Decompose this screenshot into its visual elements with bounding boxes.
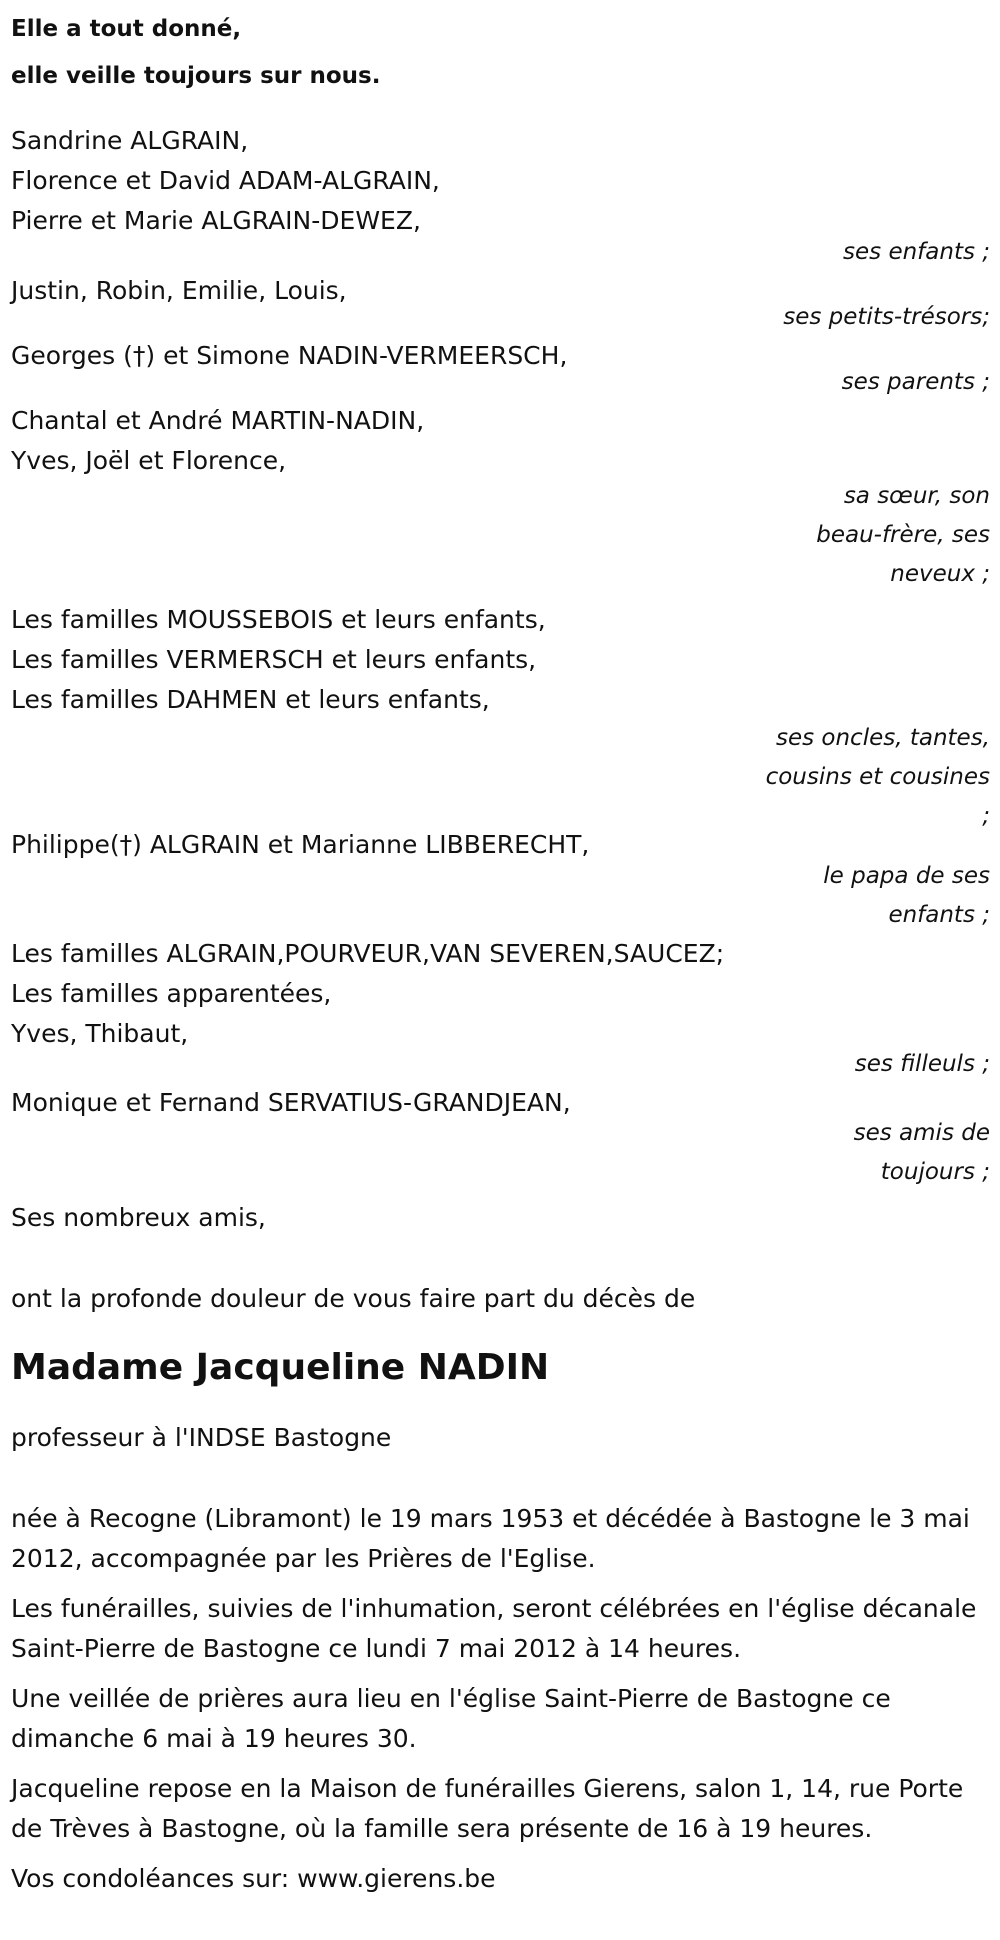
family-name-line: Florence et David ADAM-ALGRAIN,: [11, 166, 440, 195]
family-name-line: Les familles DAHMEN et leurs enfants,: [11, 685, 490, 714]
family-role: ;: [982, 803, 990, 829]
family-name-line: Georges (†) et Simone NADIN-VERMEERSCH,: [11, 341, 568, 370]
family-role: sa sœur, son: [843, 483, 990, 509]
funeral-details: [11, 1499, 990, 1899]
family-role: ses oncles, tantes,: [775, 725, 990, 751]
obituary-document: [11, 6, 990, 1899]
family-name-line: Yves, Joël et Florence,: [11, 446, 287, 475]
family-name-line: Les familles apparentées,: [11, 979, 332, 1008]
family-name-line: Monique et Fernand SERVATIUS-GRANDJEAN,: [11, 1088, 571, 1117]
family-group-father-of-children: [11, 825, 990, 935]
family-group-children: [11, 121, 990, 272]
family-name-line: Pierre et Marie ALGRAIN-DEWEZ,: [11, 206, 421, 235]
intro-line-1: Elle a tout donné,: [11, 16, 242, 42]
family-name-line: Sandrine ALGRAIN,: [11, 126, 249, 155]
family-name-line: Les familles VERMERSCH et leurs enfants,: [11, 645, 537, 674]
family-name-line: Yves, Thibaut,: [11, 1019, 189, 1048]
announcement-text: ont la profonde douleur de vous faire part du décès de: [11, 1284, 696, 1313]
family-name-line: Chantal et André MARTIN-NADIN,: [11, 406, 425, 435]
family-role: ses amis de: [853, 1120, 990, 1146]
vigil-paragraph: Une veillée de prières aura lieu en l'église Saint-Pierre de Bastogne ce dimanche 6 mai à 19 heures 30.: [11, 1684, 891, 1753]
family-list: [11, 121, 990, 1238]
repose-paragraph: Jacqueline repose en la Maison de funérailles Gierens, salon 1, 14, rue Porte de Trèves à Bastogne, où la famille sera présente de 16 à 19 heures.: [11, 1774, 964, 1843]
family-role: ses filleuls ;: [854, 1051, 990, 1077]
family-group-uncles-aunts: [11, 600, 990, 836]
family-group-godchildren: [11, 934, 990, 1084]
family-role: enfants ;: [888, 902, 990, 928]
family-group-grandchildren: [11, 271, 990, 337]
condolences-line: Vos condoléances sur: www.gierens.be: [11, 1864, 496, 1893]
family-role: ses parents ;: [841, 369, 990, 395]
family-group-friends-forever: [11, 1083, 990, 1192]
family-name-line: Les familles ALGRAIN,POURVEUR,VAN SEVEREN,SAUCEZ;: [11, 939, 725, 968]
family-role: le papa de ses: [823, 863, 990, 889]
family-name-line: Les familles MOUSSEBOIS et leurs enfants,: [11, 605, 546, 634]
family-role: neveux ;: [890, 561, 990, 587]
family-group-sister: [11, 401, 990, 594]
family-role: beau-frère, ses: [816, 522, 990, 548]
profession-text: professeur à l'INDSE Bastogne: [11, 1423, 392, 1452]
family-role: ses enfants ;: [843, 239, 990, 265]
family-role: ses petits-trésors;: [783, 304, 990, 330]
deceased-name: Madame Jacqueline NADIN: [11, 1347, 550, 1388]
family-name-line: Philippe(†) ALGRAIN et Marianne LIBBERECHT,: [11, 830, 590, 859]
family-role: cousins et cousines: [765, 764, 990, 790]
intro-verse: [11, 6, 990, 100]
friends-line: Ses nombreux amis,: [11, 1203, 266, 1232]
birth-death-paragraph: née à Recogne (Libramont) le 19 mars 1953 et décédée à Bastogne le 3 mai 2012, accompagnée par les Prières de l'Eglise.: [11, 1504, 970, 1573]
family-name-line: Justin, Robin, Emilie, Louis,: [11, 276, 347, 305]
family-role: toujours ;: [880, 1159, 990, 1185]
family-group-parents: [11, 336, 990, 402]
funeral-paragraph: Les funérailles, suivies de l'inhumation, seront célébrées en l'église décanale Saint-Pierre de Bastogne ce lundi 7 mai 2012 à 14 heures.: [11, 1594, 977, 1663]
intro-line-2: elle veille toujours sur nous.: [11, 63, 381, 89]
